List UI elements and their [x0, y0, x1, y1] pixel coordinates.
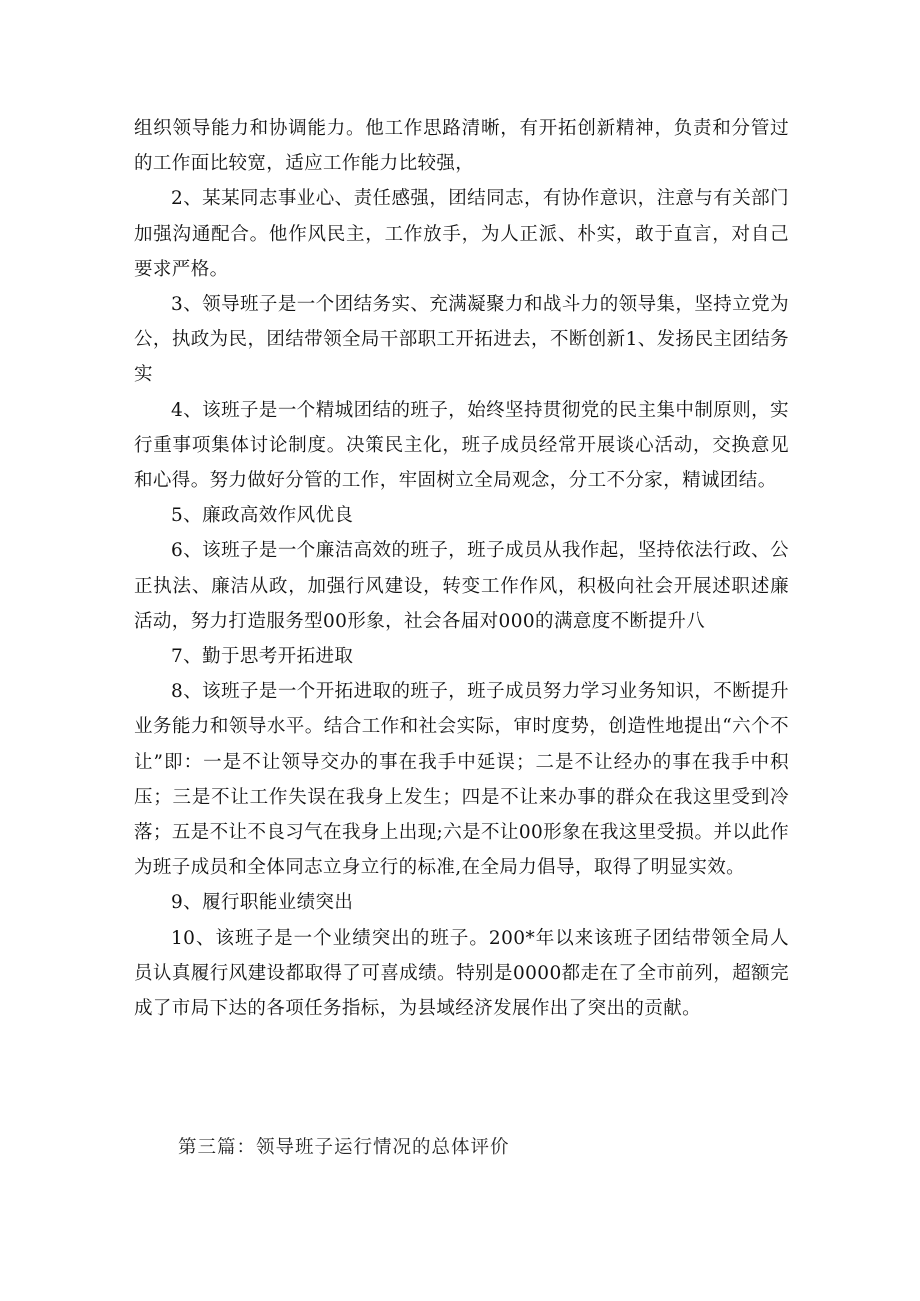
section-title: 第三篇：领导班子运行情况的总体评价: [178, 1137, 510, 1158]
paragraph-item-9: 9、履行职能业绩突出: [171, 892, 354, 914]
paragraph-item-5: 5、廉政高效作风优良: [171, 505, 354, 527]
paragraph-item-3: 3、领导班子是一个团结务实、充满凝聚力和战斗力的领导集，坚持立党为公，执政为民，团结带领全局干部职工开拓进去，不断创新1、发扬民主团结务实: [134, 294, 789, 386]
paragraph-continuation: 组织领导能力和协调能力。他工作思路清晰，有开拓创新精神，负责和分管过的工作面比较宽，适应工作能力比较强，: [134, 118, 789, 175]
paragraph-item-6: 6、该班子是一个廉洁高效的班子，班子成员从我作起，坚持依法行政、公正执法、廉洁从政，加强行风建设，转变工作作风，积极向社会开展述职述廉活动，努力打造服务型00形象，社会各届对000的满意度不断提升八: [134, 540, 789, 632]
document-body: [134, 111, 789, 1026]
paragraph-item-7: 7、勤于思考开拓进取: [171, 646, 354, 668]
paragraph-item-4: 4、该班子是一个精城团结的班子，始终坚持贯彻党的民主集中制原则，实行重事项集体讨论制度。决策民主化，班子成员经常开展谈心活动，交换意见和心得。努力做好分管的工作，牢固树立全局观念，分工不分家，精诚团结。: [134, 399, 789, 492]
paragraph-item-2: 2、某某同志事业心、责任感强，团结同志，有协作意识，注意与有关部门加强沟通配合。他作风民主，工作放手，为人正派、朴实，敢于直言，对自己要求严格。: [134, 188, 789, 280]
paragraph-item-10: 10、该班子是一个业绩突出的班子。200*年以来该班子团结带领全局人员认真履行风建设都取得了可喜成绩。特别是0000都走在了全市前列，超额完成了市局下达的各项任务指标，为县域经济发展作出了突出的贡献。: [134, 927, 789, 1020]
paragraph-item-8: 8、该班子是一个开拓进取的班子，班子成员努力学习业务知识，不断提升业务能力和领导水平。结合工作和社会实际，审时度势，创造性地提出“六个不让”即：一是不让领导交办的事在我手中延误；二是不让经办的事在我手中积压；三是不让工作失误在我身上发生；四是不让来办事的群众在我这里受到冷落；五是不让不良习气在我身上出现;六是不让00形象在我这里受损。并以此作为班子成员和全体同志立身立行的标准,在全局力倡导，取得了明显实效。: [134, 681, 789, 879]
